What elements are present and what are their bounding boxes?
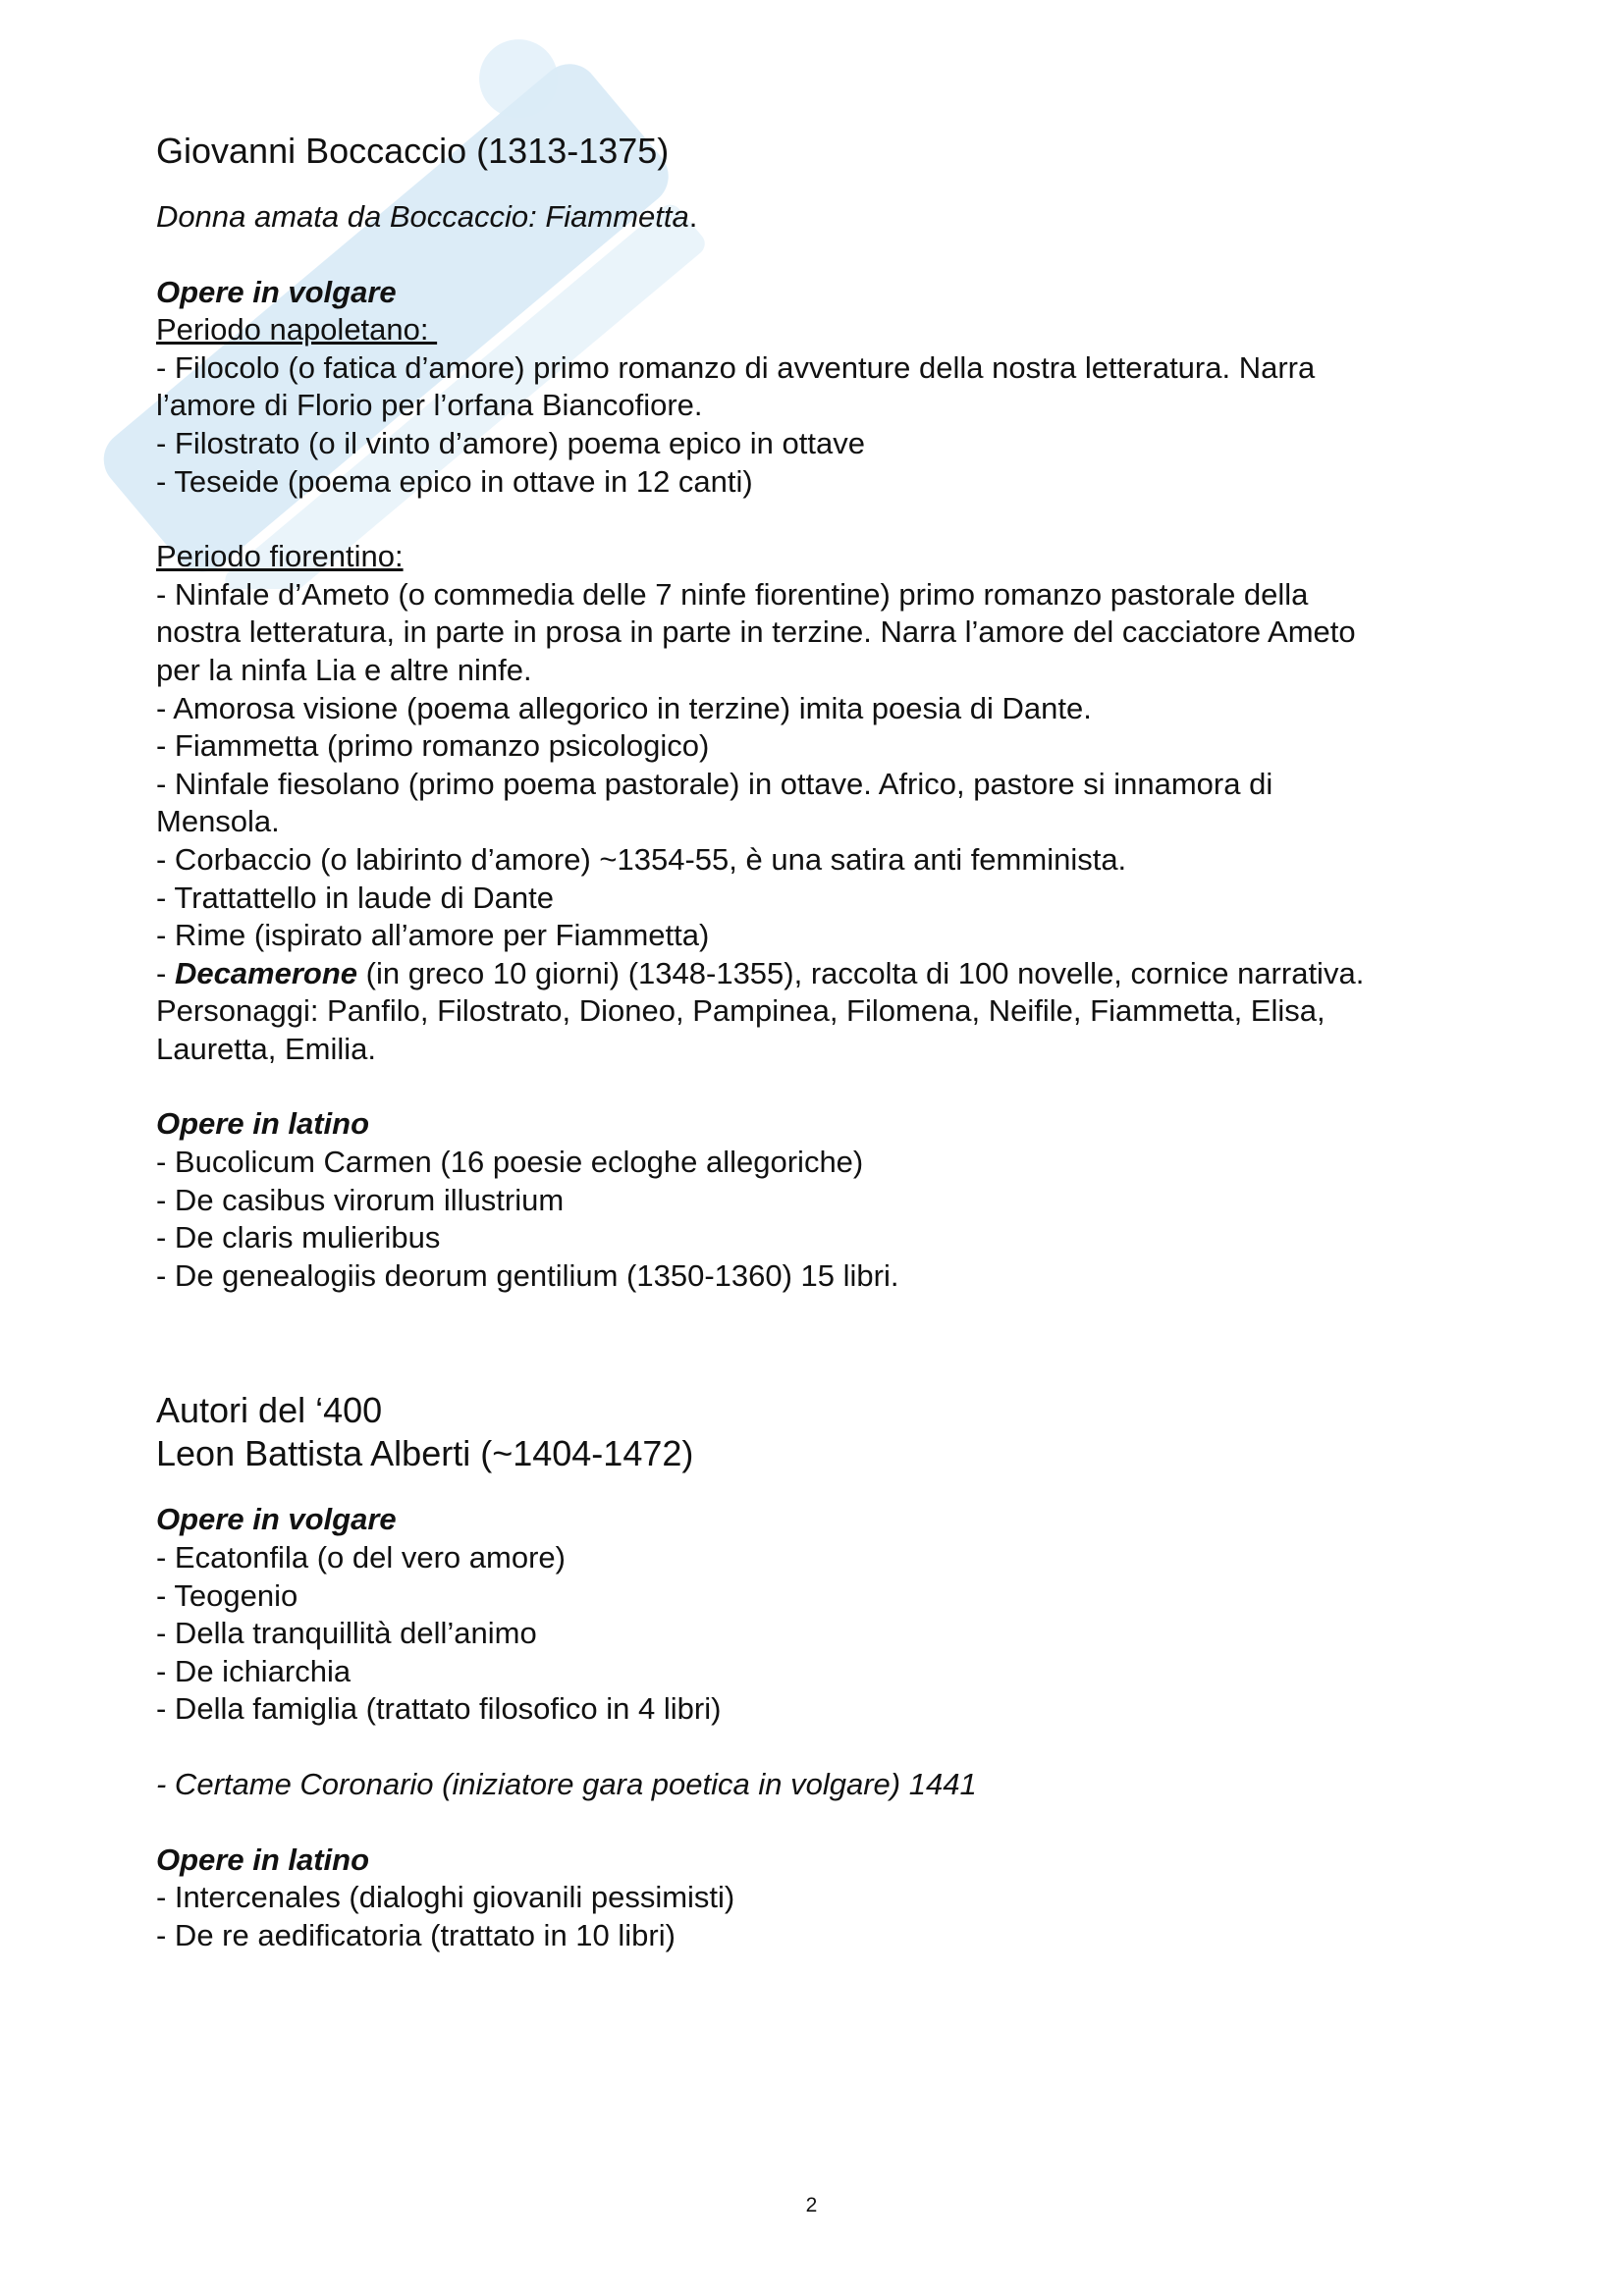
- donna-amata-line: [156, 198, 1491, 237]
- decamerone-description: (in greco 10 giorni) (1348-1355), raccolta di 100 novelle, cornice narrativa.: [357, 955, 1365, 990]
- document-body: [156, 130, 1491, 1954]
- autori-400-title: Autori del ‘400: [156, 1390, 383, 1431]
- list-item: Lauretta, Emilia.: [156, 1031, 376, 1066]
- page-number: 2: [805, 2194, 818, 2216]
- list-item: - De casibus virorum illustrium: [156, 1182, 565, 1217]
- donna-amata-period: .: [688, 199, 698, 234]
- list-item: - Intercenales (dialoghi giovanili pessimisti): [156, 1880, 735, 1915]
- donna-amata-text: Donna amata da Boccaccio: Fiammetta: [156, 199, 689, 234]
- list-item: - Ecatonfila (o del vero amore): [156, 1540, 566, 1575]
- list-item: - Trattattello in laude di Dante: [156, 880, 554, 915]
- list-item: - Amorosa visione (poema allegorico in terzine) imita poesia di Dante.: [156, 690, 1092, 725]
- list-item: Mensola.: [156, 804, 280, 839]
- list-item: - Filostrato (o il vinto d’amore) poema epico in ottave: [156, 425, 865, 460]
- list-item: - Teogenio: [156, 1577, 298, 1613]
- boccaccio-latino-heading: Opere in latino: [156, 1106, 370, 1142]
- periodo-napoletano-heading: Periodo napoletano:: [156, 312, 438, 347]
- certame-coronario-line: - Certame Coronario (iniziatore gara poetica in volgare) 1441: [156, 1767, 977, 1801]
- list-item: nostra letteratura, in parte in prosa in parte in terzine. Narra l’amore del cacciatore Ameto: [156, 614, 1356, 650]
- list-item: - Della tranquillità dell’animo: [156, 1616, 537, 1651]
- list-item: - Della famiglia (trattato filosofico in 4 libri): [156, 1691, 722, 1727]
- boccaccio-volgare-heading: Opere in volgare: [156, 274, 397, 309]
- decamerone-title: Decamerone: [174, 955, 358, 990]
- alberti-volgare-heading: Opere in volgare: [156, 1502, 397, 1537]
- periodo-fiorentino-heading: Periodo fiorentino:: [156, 539, 404, 574]
- list-item: - De claris mulieribus: [156, 1220, 441, 1255]
- list-item: - Filocolo (o fatica d’amore) primo romanzo di avventure della nostra letteratura. Narra: [156, 349, 1316, 385]
- list-item: - De re aedificatoria (trattato in 10 libri): [156, 1917, 676, 1952]
- list-item: l’amore di Florio per l’orfana Biancofiore.: [156, 388, 703, 423]
- list-item: - Fiammetta (primo romanzo psicologico): [156, 728, 710, 764]
- list-item: - Teseide (poema epico in ottave in 12 canti): [156, 463, 753, 499]
- list-item: - Ninfale d’Ameto (o commedia delle 7 ninfe fiorentine) primo romanzo pastorale della: [156, 576, 1309, 612]
- alberti-title: Leon Battista Alberti (~1404-1472): [156, 1433, 694, 1474]
- list-item: - Bucolicum Carmen (16 poesie ecloghe allegoriche): [156, 1145, 864, 1180]
- list-item: - Ninfale fiesolano (primo poema pastorale) in ottave. Africo, pastore si innamora di: [156, 766, 1273, 801]
- list-item: Personaggi: Panfilo, Filostrato, Dioneo, Pampinea, Filomena, Neifile, Fiammetta, Elisa,: [156, 993, 1325, 1029]
- boccaccio-title: Giovanni Boccaccio (1313-1375): [156, 131, 670, 171]
- list-item: - De ichiarchia: [156, 1653, 352, 1688]
- list-item: - Rime (ispirato all’amore per Fiammetta): [156, 918, 710, 953]
- list-item: per la ninfa Lia e altre ninfe.: [156, 652, 532, 687]
- decamerone-line: [156, 955, 1491, 993]
- list-item: - Corbaccio (o labirinto d’amore) ~1354-55, è una satira anti femminista.: [156, 841, 1127, 877]
- decamerone-dash: -: [156, 955, 175, 990]
- list-item: - De genealogiis deorum gentilium (1350-1360) 15 libri.: [156, 1257, 899, 1293]
- alberti-latino-heading: Opere in latino: [156, 1842, 370, 1877]
